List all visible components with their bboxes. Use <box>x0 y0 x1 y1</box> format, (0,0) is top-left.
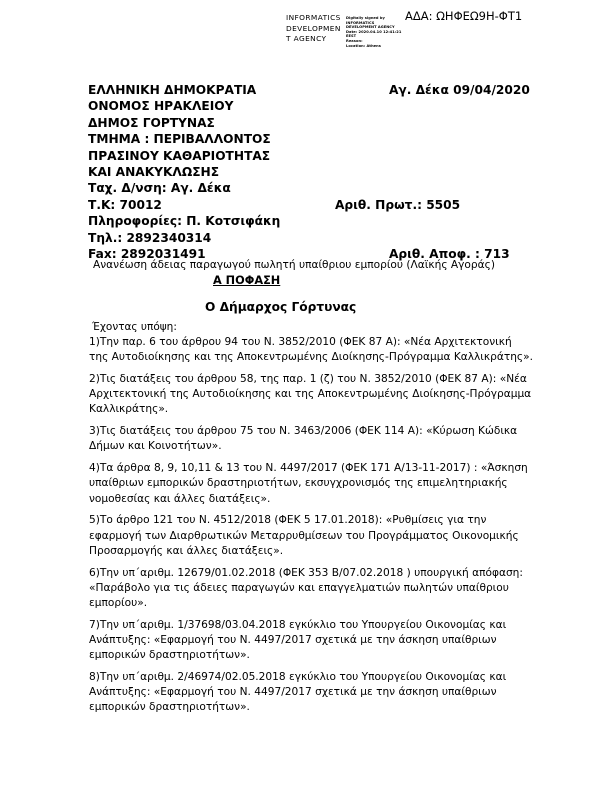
header-row <box>88 180 533 196</box>
header-line-address: Ταχ. Δ/νση: Αγ. Δέκα <box>88 181 231 196</box>
document-preamble: Έχοντας υπόψη: <box>92 321 177 333</box>
citation-item <box>89 513 533 559</box>
header-line-prefecture: ΟΝΟΜΟΣ ΗΡΑΚΛΕΙΟΥ <box>88 99 234 114</box>
document-subject: Ανανέωση άδειας παραγωγού πωλητή υπαίθριου εμπορίου (Λαϊκής Αγοράς) <box>93 259 495 271</box>
citation-list <box>89 335 533 722</box>
signature-agency-name <box>286 13 342 45</box>
header-row <box>88 164 533 180</box>
signature-details <box>346 13 404 48</box>
signature-detail-line: INFORMATICS <box>346 20 375 25</box>
citation-text: 7)Την υπ΄αριθμ. 1/37698/03.04.2018 εγκύκλιο του Υπουργείου Οικονομίας και Ανάπτυξης: «Εφαρμογή του Ν. 4497/2017 σχετικά με την άσκηση υπαίθριων εμπορικών δραστηριοτήτων». <box>89 618 507 662</box>
header-row <box>88 213 533 229</box>
ada-reference: ΑΔΑ: ΩΗΦΕΩ9Η-ΦΤ1 <box>405 9 523 23</box>
header-row <box>88 115 533 131</box>
citation-text: 6)Την υπ΄αριθμ. 12679/01.02.2018 (ΦΕΚ 353 Β/07.02.2018 ) υπουργική απόφαση: «Παράβολο για τις άδειες παραγωγών και επαγγελματιών πωλητών υπαίθριου εμπορίου». <box>89 566 523 610</box>
header-line-phone: Τηλ.: 2892340314 <box>88 230 212 245</box>
header-protocol-number: Αριθ. Πρωτ.: 5505 <box>335 197 461 212</box>
header-line-contact: Πληροφορίες: Π. Κοτσιφάκη <box>88 214 281 229</box>
header-row <box>88 131 533 147</box>
header-place-date: Αγ. Δέκα 09/04/2020 <box>389 83 530 97</box>
citation-item <box>89 566 533 612</box>
document-header <box>88 82 533 262</box>
header-line-department: ΤΜΗΜΑ : ΠΕΡΙΒΑΛΛΟΝΤΟΣ <box>88 132 271 147</box>
citation-item <box>89 670 533 716</box>
citation-text: 4)Τα άρθρα 8, 9, 10,11 & 13 του Ν. 4497/2017 (ΦΕΚ 171 Α/13-11-2017) : «Άσκηση υπαίθριων εμπορικών δραστηριοτήτων, εκσυγχρονισμός της επιμελητηριακής νομοθεσίας και άλλες διατάξεις». <box>89 462 528 505</box>
signature-detail-line: DEVELOPMENT AGENCY <box>346 25 395 30</box>
signature-agency-line: DEVELOPMEN <box>286 23 341 33</box>
header-line-fax: Fax: 2892031491 <box>88 246 206 261</box>
header-row <box>88 98 533 114</box>
citation-text: 3)Τις διατάξεις του άρθρου 75 του Ν. 3463/2006 (ΦΕΚ 114 Α): «Κύρωση Κώδικα Δήμων και Κοινοτήτων». <box>89 425 518 453</box>
header-line-authority: ΕΛΛΗΝΙΚΗ ΔΗΜΟΚΡΑΤΙΑ <box>88 83 257 97</box>
signature-detail-line: Reason: <box>346 38 363 43</box>
signature-detail-line: EEST <box>346 34 357 39</box>
citation-text: 2)Τις διατάξεις του άρθρου 58, της παρ. 1 (ζ) του Ν. 3852/2010 (ΦΕΚ 87 Α): «Νέα Αρχιτεκτονική της Αυτοδιοίκησης και της Αποκεντρωμένης Διοίκησης-Πρόγραμμα Καλλικράτης». <box>89 373 532 416</box>
citation-item <box>89 618 533 664</box>
signature-detail-line: Location: Athens <box>346 43 381 48</box>
header-decision-number: Αριθ. Αποφ. : 713 <box>389 246 510 261</box>
header-line-postcode: Τ.Κ: 70012 <box>88 197 162 212</box>
citation-item <box>89 461 533 507</box>
citation-text: 5)Το άρθρο 121 του Ν. 4512/2018 (ΦΕΚ 5 17.01.2018): «Ρυθμίσεις για την εφαρμογή των Διαρθρωτικών Μεταρρυθμίσεων του Προγράμματος Οικονομικής Προσαρμογής και άλλες διατάξεις». <box>89 514 519 557</box>
citation-item <box>89 424 533 454</box>
decision-heading: Α ΠΟΦΑΣΗ <box>213 274 281 287</box>
header-line-department-3: ΚΑΙ ΑΝΑΚΥΚΛΩΣΗΣ <box>88 164 220 179</box>
header-row <box>88 230 533 246</box>
header-row <box>88 148 533 164</box>
signature-detail-line: Digitally signed by <box>346 16 385 20</box>
header-row <box>88 197 533 213</box>
signature-agency-line: T AGENCY <box>286 34 327 43</box>
header-line-municipality: ΔΗΜΟΣ ΓΟΡΤΥΝΑΣ <box>88 115 215 130</box>
digital-signature-block <box>286 13 406 61</box>
header-row <box>88 82 533 98</box>
header-line-department-2: ΠΡΑΣΙΝΟΥ ΚΑΘΑΡΙΟΤΗΤΑΣ <box>88 148 271 163</box>
document-issuer: Ο Δήμαρχος Γόρτυνας <box>205 300 357 314</box>
citation-text: 8)Την υπ΄αριθμ. 2/46974/02.05.2018 εγκύκλιο του Υπουργείου Οικονομίας και Ανάπτυξης: «Εφαρμογή του Ν. 4497/2017 σχετικά με την άσκηση υπαίθριων εμπορικών δραστηριοτήτων». <box>89 671 507 714</box>
citation-text: 1)Την παρ. 6 του άρθρου 94 του Ν. 3852/2010 (ΦΕΚ 87 Α): «Νέα Αρχιτεκτονική της Αυτοδιοίκησης και της Αποκεντρωμένης Διοίκησης-Πρόγραμμα Καλλικράτης». <box>89 336 533 364</box>
citation-item <box>89 335 533 365</box>
signature-agency-line: INFORMATICS <box>286 13 341 22</box>
signature-detail-line: Date: 2020.04.10 12:41:21 <box>346 29 402 34</box>
citation-item <box>89 372 533 418</box>
